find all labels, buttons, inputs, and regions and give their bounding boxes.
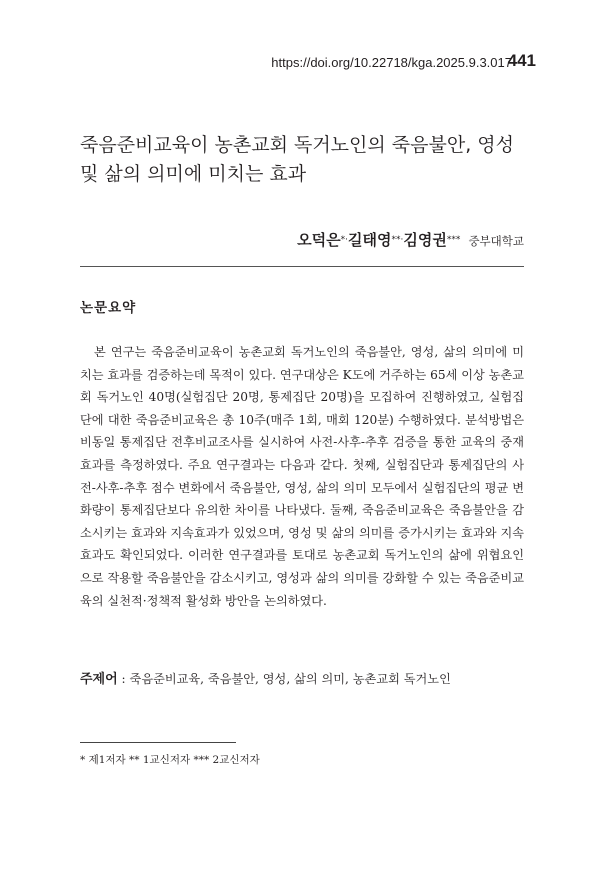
footnote: * 제1저자 ** 1교신저자 *** 2교신저자 bbox=[80, 754, 260, 766]
keywords-line bbox=[80, 668, 540, 687]
keywords-separator: : bbox=[117, 672, 130, 686]
author-separator-1: · bbox=[345, 235, 349, 245]
author-name-1: 오덕은 bbox=[297, 231, 341, 249]
author-mark-1: * bbox=[340, 235, 346, 245]
affiliation: 중부대학교 bbox=[468, 234, 524, 248]
author-separator-2: · bbox=[400, 235, 404, 245]
footnote-divider bbox=[80, 742, 236, 743]
header-divider bbox=[80, 266, 524, 267]
paper-title: 죽음준비교육이 농촌교회 독거노인의 죽음불안, 영성 및 삶의 의미에 미치는 효과 bbox=[80, 134, 514, 185]
author-line bbox=[297, 229, 524, 250]
author-name-2: 길태영 bbox=[348, 231, 392, 249]
author-mark-3: *** bbox=[446, 235, 461, 245]
abstract-body: 본 연구는 죽음준비교육이 농촌교회 독거노인의 죽음불안, 영성, 삶의 의미에 미치는 효과를 검증하는데 목적이 있다. 연구대상은 K도에 거주하는 65세 이상 농촌교회 독거노인 40명(실험집단 20명, 통제집단 20명)을 모집하여 진행하였고, 실험집단에 대한 죽음준비교육은 총 10주(매주 1회, 매회 120분) 수행하였다. 분석방법은 비동일 통제집단 전후비교조사를 실시하여 사전-사후-추후 검증을 통한 교육의 중재효과를 측정하였다. 주요 연구결과는 다음과 같다. 첫째, 실험집단과 통제집단의 사전-사후-추후 점수 변화에서 죽음불안, 영성, 삶의 의미 모두에서 실험집단의 평균 변화량이 통제집단보다 유의한 차이를 나타냈다. 둘째, 죽음준비교육은 죽음불안을 감소시키는 효과와 지속효과가 있었으며, 영성 및 삶의 의미를 증가시키는 효과와 지속효과도 확인되었다. 이러한 연구결과를 토대로 농촌교회 독거노인의 삶에 위협요인으로 작용할 죽음불안을 감소시키고, 영성과 삶의 의미를 강화할 수 있는 죽음준비교육의 실천적·정책적 활성화 방안을 논의하였다. bbox=[80, 345, 524, 608]
page-number: 441 bbox=[507, 51, 536, 70]
keywords-label: 주제어 bbox=[80, 672, 118, 687]
abstract-heading: 논문요약 bbox=[80, 300, 137, 316]
doi-link[interactable]: https://doi.org/10.22718/kga.2025.9.3.017 bbox=[271, 55, 512, 70]
keywords-list: 죽음준비교육, 죽음불안, 영성, 삶의 의미, 농촌교회 독거노인 bbox=[129, 672, 451, 686]
author-mark-2: ** bbox=[391, 235, 401, 245]
author-name-3: 김영권 bbox=[403, 231, 447, 249]
